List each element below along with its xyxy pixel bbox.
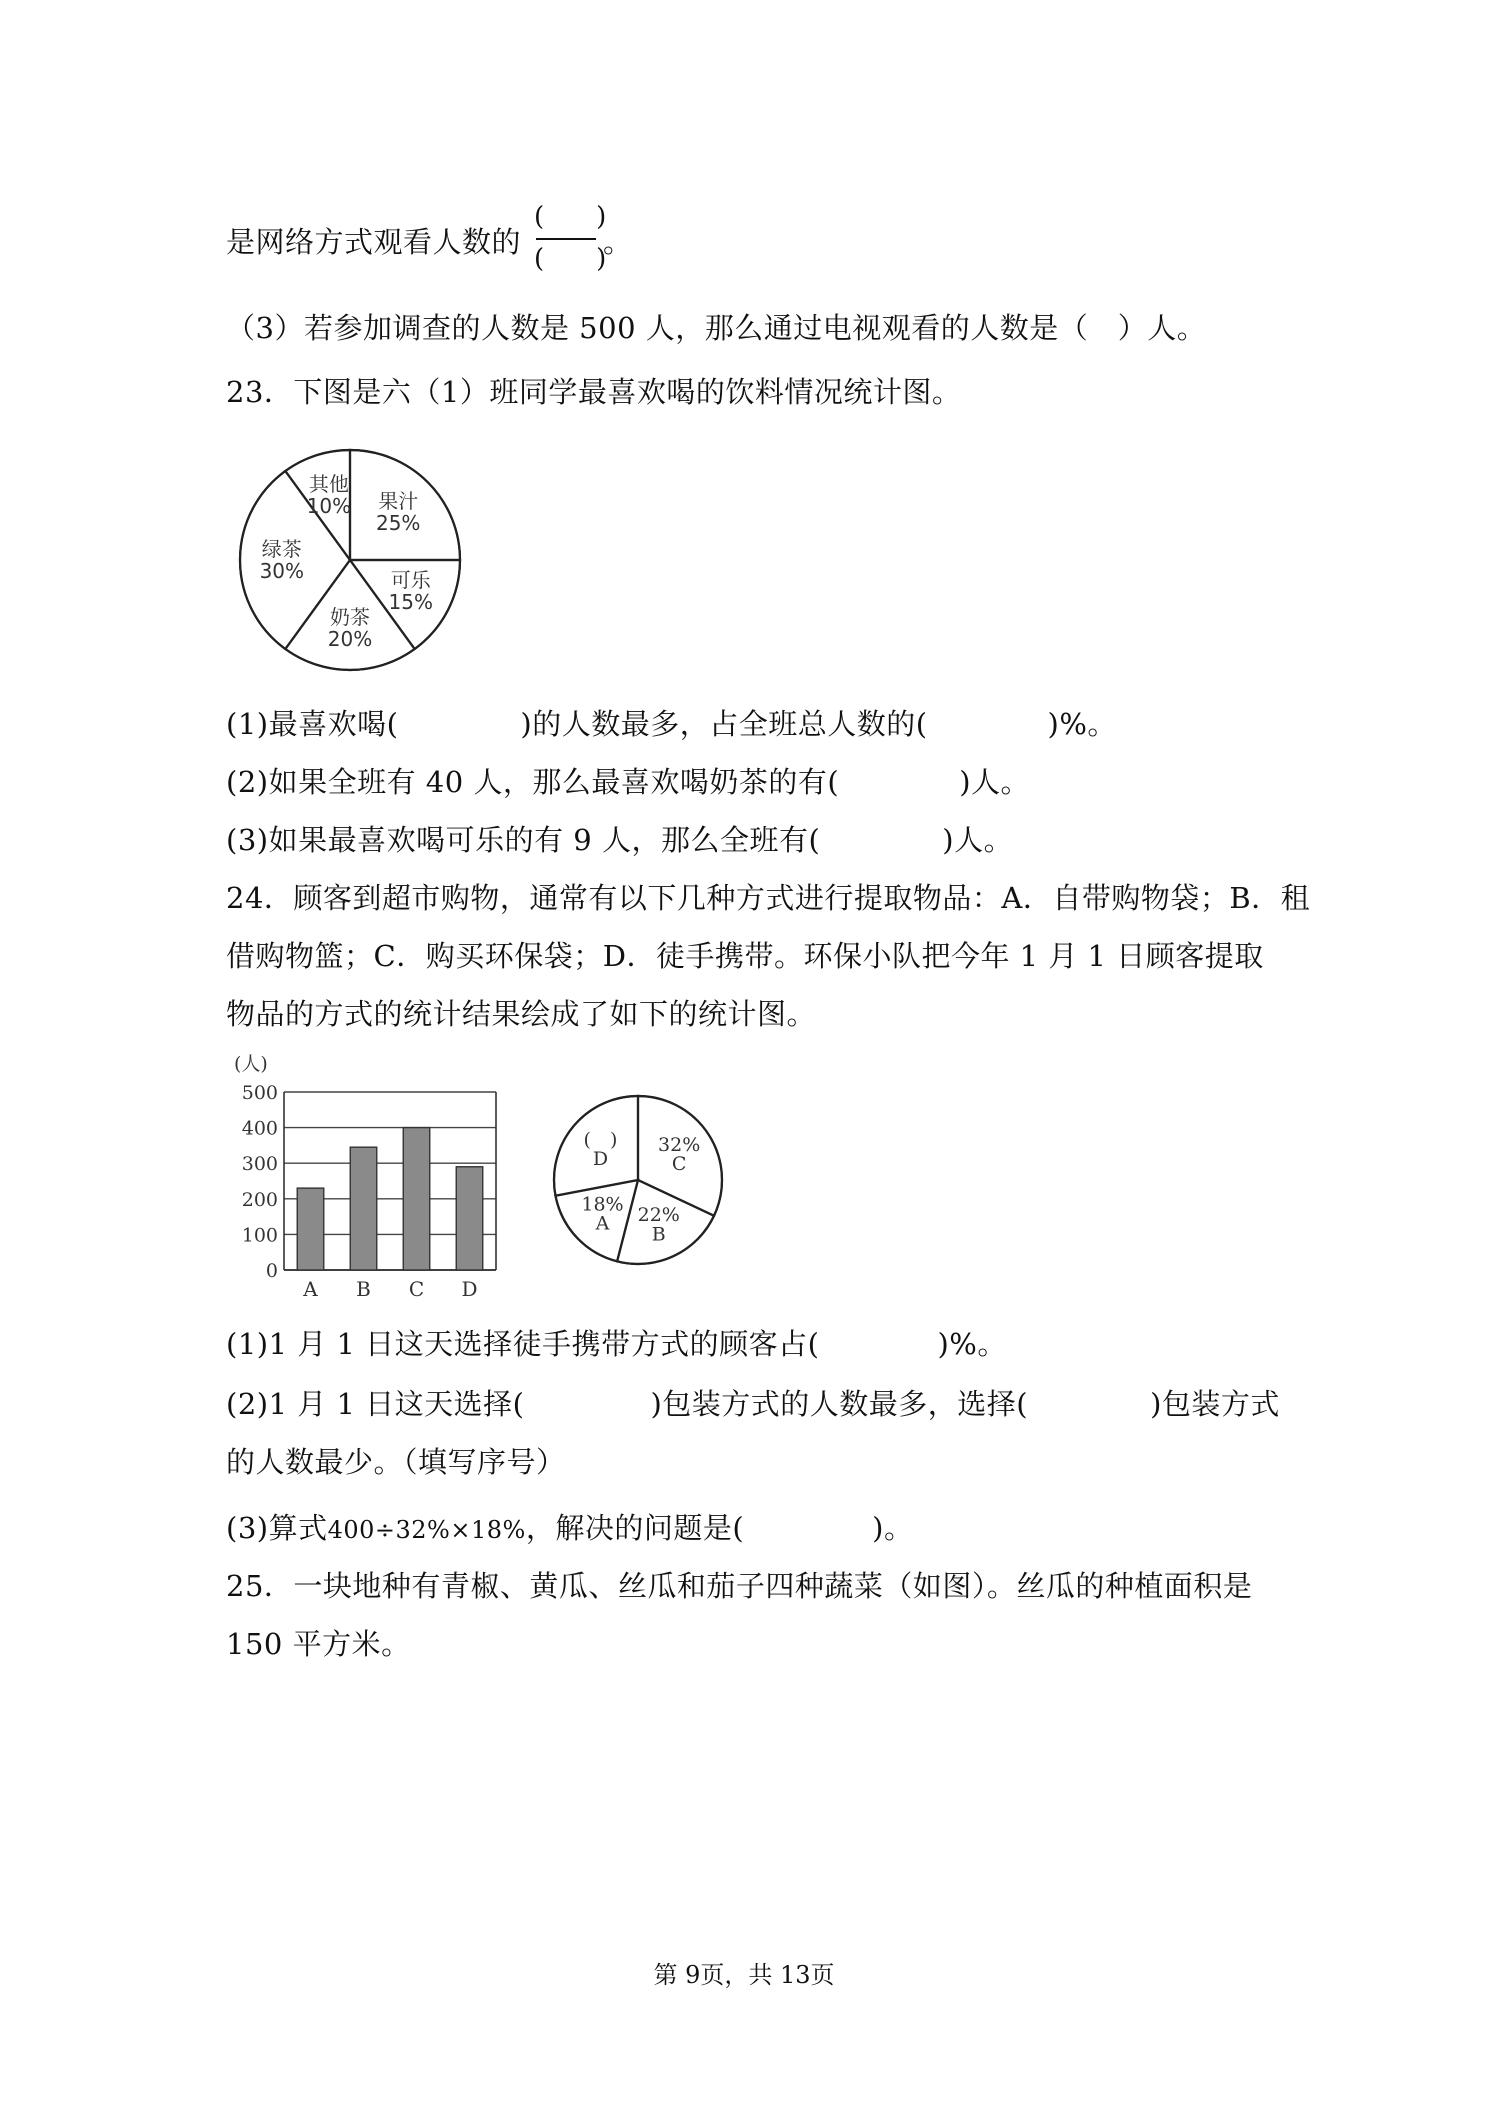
q24-part3-c: )。	[872, 1511, 914, 1545]
y-tick-label: 200	[241, 1188, 278, 1211]
pie-label-name: C	[671, 1153, 687, 1176]
q25-line1: 25．一块地种有青椒、黄瓜、丝瓜和茄子四种蔬菜（如图）。丝瓜的种植面积是	[226, 1569, 1253, 1603]
q25-line2: 150 平方米。	[226, 1627, 411, 1661]
bar-C	[403, 1128, 430, 1270]
q23-part3-b: )人。	[942, 823, 1014, 857]
page-footer: 第 9页，共 13页	[653, 1961, 835, 1989]
pie-label-name: 可乐	[390, 567, 431, 592]
fraction-bar	[536, 238, 596, 240]
q23-part3-a: (3)如果最喜欢喝可乐的有 9 人，那么全班有(	[226, 823, 821, 857]
q23-part3	[226, 820, 1013, 860]
q24-part2-c: )包装方式	[1150, 1387, 1280, 1421]
q22-line1	[226, 222, 521, 262]
pie-label-value: 22%	[637, 1204, 680, 1227]
y-tick-label: 0	[265, 1260, 278, 1282]
q24-part2-a: (2)1 月 1 日这天选择(	[226, 1387, 525, 1421]
q23-part2-b: )人。	[959, 765, 1031, 799]
y-tick-label: 100	[241, 1224, 278, 1247]
q24-part3-a: (3)算式	[226, 1511, 328, 1545]
q24-part1-a: (1)1 月 1 日这天选择徒手携带方式的顾客占(	[226, 1327, 820, 1361]
pie-label-value: 32%	[658, 1133, 701, 1156]
q23-part2	[226, 762, 1030, 802]
x-tick-label: D	[461, 1277, 478, 1301]
q24-line2: 借购物篮；C．购买环保袋；D．徒手携带。环保小队把今年 1 月 1 日顾客提取	[226, 939, 1264, 973]
q23-part1-a: (1)最喜欢喝(	[226, 707, 399, 741]
q23-part1	[226, 704, 1117, 744]
q24-part3-b: ，解决的问题是(	[525, 1511, 745, 1545]
pie-label-value: 15%	[388, 589, 433, 614]
q22-part3: （3）若参加调查的人数是 500 人，那么通过电视观看的人数是（ ）人。	[226, 311, 1207, 345]
y-tick-label: 400	[241, 1117, 278, 1140]
x-tick-label: A	[303, 1277, 318, 1301]
bar-D	[456, 1167, 483, 1270]
q24-part2	[226, 1384, 1280, 1424]
q23-title: 23．下图是六（1）班同学最喜欢喝的饮料情况统计图。	[226, 375, 962, 409]
bar-A	[297, 1188, 324, 1270]
fraction-numerator: ( )	[534, 202, 607, 232]
y-axis-label: (人)	[234, 1053, 268, 1075]
pie-label-value: 30%	[259, 559, 305, 583]
q22-line1-text: 是网络方式观看人数的	[226, 225, 522, 259]
pie-label-name: D	[592, 1148, 609, 1171]
q24-part2-line2: 的人数最少。（填写序号）	[226, 1445, 566, 1479]
q22-fraction	[534, 200, 607, 278]
fraction-denominator: ( )	[534, 244, 607, 274]
pie-label-value: 18%	[581, 1193, 624, 1216]
bag-pie-chart	[548, 1090, 728, 1270]
pie-label-name: 奶茶	[330, 605, 370, 630]
q23-part2-a: (2)如果全班有 40 人，那么最喜欢喝奶茶的有(	[226, 765, 840, 799]
q23-part1-b: )的人数最多，占全班总人数的(	[520, 707, 928, 741]
pie-label-value: 20%	[327, 627, 373, 652]
y-tick-label: 300	[241, 1153, 278, 1176]
x-tick-label: C	[408, 1277, 425, 1301]
bar-B	[350, 1147, 377, 1270]
q24-line1: 24．顾客到超市购物，通常有以下几种方式进行提取物品：A．自带购物袋；B．租	[226, 881, 1311, 915]
q24-part1	[226, 1324, 1007, 1364]
q24-line3: 物品的方式的统计结果绘成了如下的统计图。	[226, 997, 817, 1031]
pie-label-name: 绿茶	[261, 537, 302, 561]
q23-part1-c: )%。	[1047, 707, 1117, 741]
pie-label-name: 其他	[308, 472, 349, 497]
pie-label-name: B	[651, 1223, 666, 1246]
pie-label-value: ( )	[583, 1128, 618, 1151]
pie-label-value: 10%	[306, 494, 352, 519]
q24-part3	[226, 1508, 913, 1550]
q24-part1-b: )%。	[937, 1327, 1007, 1361]
bag-bar-chart	[226, 1052, 516, 1302]
pie-label-name: A	[595, 1212, 610, 1235]
pie-label-name: 果汁	[378, 488, 419, 513]
q24-formula: 400÷32%×18%	[327, 1516, 526, 1544]
q24-part2-b: )包装方式的人数最多，选择(	[650, 1387, 1029, 1421]
x-tick-label: B	[356, 1277, 371, 1301]
drinks-pie-chart	[230, 440, 470, 680]
y-tick-label: 500	[241, 1082, 278, 1104]
pie-label-value: 25%	[375, 510, 421, 535]
q22-line1-end: 。	[603, 225, 633, 259]
